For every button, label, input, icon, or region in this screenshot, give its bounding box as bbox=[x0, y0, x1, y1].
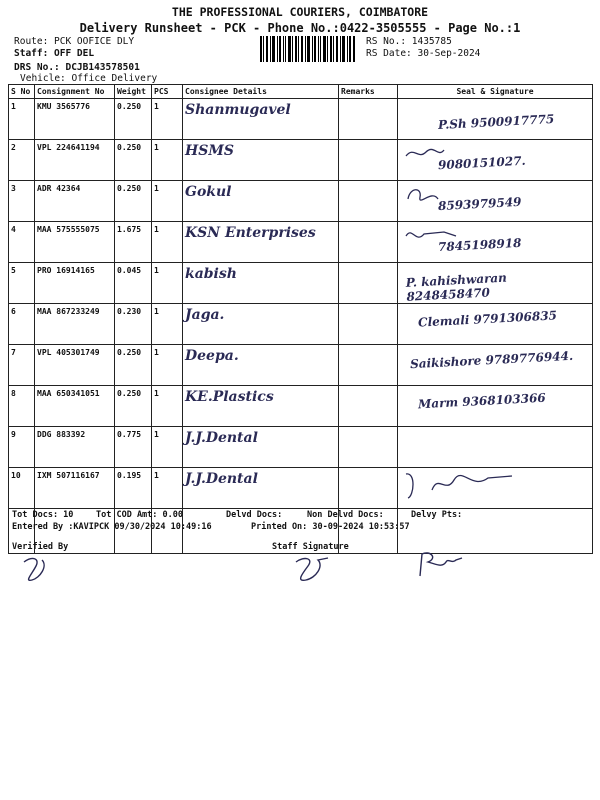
cell-consignment: MAA 575555075 bbox=[35, 222, 115, 263]
cell-consignment: MAA 867233249 bbox=[35, 304, 115, 345]
cell-signature bbox=[398, 181, 593, 222]
cell-consignment: VPL 224641194 bbox=[35, 140, 115, 181]
cell-sno: 1 bbox=[9, 99, 35, 140]
cell-sno: 6 bbox=[9, 304, 35, 345]
cell-weight: 0.250 bbox=[115, 386, 152, 427]
cell-consignment: DDG 883392 bbox=[35, 427, 115, 468]
table-row bbox=[9, 99, 593, 140]
cell-pcs: 1 bbox=[152, 222, 183, 263]
table-row bbox=[9, 427, 593, 468]
table-row bbox=[9, 345, 593, 386]
cell-remarks bbox=[339, 181, 398, 222]
cell-remarks bbox=[339, 304, 398, 345]
cell-sno: 3 bbox=[9, 181, 35, 222]
cell-sno: 2 bbox=[9, 140, 35, 181]
staff-signature-icon bbox=[290, 552, 332, 588]
cell-signature bbox=[398, 263, 593, 304]
cell-consignee: HSMS bbox=[183, 140, 339, 181]
cell-pcs: 1 bbox=[152, 99, 183, 140]
printed-on: Printed On: 30-09-2024 10:53:57 bbox=[251, 522, 410, 532]
verified-by-label: Verified By bbox=[12, 542, 69, 552]
signature-scrawl-icon bbox=[402, 470, 532, 500]
cell-signature bbox=[398, 386, 593, 427]
cell-consignee: Deepa. bbox=[183, 345, 339, 386]
cell-sno: 8 bbox=[9, 386, 35, 427]
signature-text: 8593979549 bbox=[437, 194, 522, 214]
signature-text: 9080151027. bbox=[437, 153, 526, 173]
col-weight-header: Weight bbox=[115, 85, 152, 99]
cell-consignment: KMU 3565776 bbox=[35, 99, 115, 140]
cell-pcs: 1 bbox=[152, 140, 183, 181]
cell-sno: 10 bbox=[9, 468, 35, 509]
table-row bbox=[9, 263, 593, 304]
cell-sno: 7 bbox=[9, 345, 35, 386]
runsheet-table bbox=[8, 84, 593, 554]
non-delivered-docs: Non Delvd Docs: bbox=[307, 510, 384, 520]
staff-signature-label: Staff Signature bbox=[272, 542, 349, 552]
total-cod-amount: Tot COD Amt: 0.00 bbox=[96, 510, 183, 520]
cell-consignment: IXM 507116167 bbox=[35, 468, 115, 509]
cell-pcs: 1 bbox=[152, 386, 183, 427]
signature-text: Clemali 9791306835 bbox=[417, 308, 558, 330]
cell-pcs: 1 bbox=[152, 427, 183, 468]
cell-weight: 0.045 bbox=[115, 263, 152, 304]
company-title: THE PROFESSIONAL COURIERS, COIMBATORE bbox=[171, 5, 429, 19]
cell-remarks bbox=[339, 140, 398, 181]
cell-consignment: ADR 42364 bbox=[35, 181, 115, 222]
cell-weight: 0.250 bbox=[115, 99, 152, 140]
cell-weight: 0.250 bbox=[115, 181, 152, 222]
cell-consignment: VPL 405301749 bbox=[35, 345, 115, 386]
col-sno-header: S No bbox=[9, 85, 35, 99]
table-row bbox=[9, 222, 593, 263]
barcode bbox=[260, 36, 355, 62]
cell-weight: 0.230 bbox=[115, 304, 152, 345]
cell-signature bbox=[398, 345, 593, 386]
cell-signature bbox=[398, 222, 593, 263]
table-row bbox=[9, 304, 593, 345]
signature-text: Marm 9368103366 bbox=[417, 390, 547, 412]
signature-text: P.Sh 9500917775 bbox=[437, 111, 555, 133]
delivery-points: Delvy Pts: bbox=[411, 510, 463, 520]
receiver-signature-icon bbox=[416, 548, 466, 578]
cell-signature bbox=[398, 304, 593, 345]
total-docs: Tot Docs: 10 bbox=[12, 510, 74, 520]
signature-text: Saikishore 9789776944. bbox=[409, 348, 574, 372]
cell-pcs: 1 bbox=[152, 304, 183, 345]
cell-signature bbox=[398, 468, 593, 509]
cell-sno: 9 bbox=[9, 427, 35, 468]
col-remarks-header: Remarks bbox=[339, 85, 398, 99]
col-consignee-header: Consignee Details bbox=[183, 85, 339, 99]
cell-consignee: Jaga. bbox=[183, 304, 339, 345]
cell-consignee: Shanmugavel bbox=[183, 99, 339, 140]
cell-consignee: J.J.Dental bbox=[183, 468, 339, 509]
cell-signature bbox=[398, 427, 593, 468]
cell-consignee: J.J.Dental bbox=[183, 427, 339, 468]
vehicle-label: Vehicle: Office Delivery bbox=[20, 73, 158, 84]
signature-text: P. kahishwaran 8248458470 bbox=[405, 270, 508, 304]
route-label: Route: PCK OOFICE DLY bbox=[14, 36, 135, 47]
cell-pcs: 1 bbox=[152, 345, 183, 386]
cell-remarks bbox=[339, 427, 398, 468]
col-signature-header: Seal & Signature bbox=[398, 85, 593, 99]
runsheet-subtitle: Delivery Runsheet - PCK - Phone No.:0422-3505555 - Page No.:1 bbox=[79, 21, 521, 35]
staff-label: Staff: OFF DEL bbox=[14, 48, 95, 59]
table-row bbox=[9, 181, 593, 222]
cell-remarks bbox=[339, 468, 398, 509]
cell-weight: 0.775 bbox=[115, 427, 152, 468]
rs-number: RS No.: 1435785 bbox=[366, 36, 452, 47]
table-row bbox=[9, 468, 593, 509]
col-consignment-header: Consignment No bbox=[35, 85, 115, 99]
cell-pcs: 1 bbox=[152, 181, 183, 222]
cell-remarks bbox=[339, 99, 398, 140]
verified-signature-icon bbox=[18, 552, 54, 588]
cell-consignment: MAA 650341051 bbox=[35, 386, 115, 427]
delivered-docs: Delvd Docs: bbox=[226, 510, 283, 520]
col-pcs-header: PCS bbox=[152, 85, 183, 99]
cell-sno: 4 bbox=[9, 222, 35, 263]
signature-text: 7845198918 bbox=[437, 235, 522, 255]
cell-weight: 0.195 bbox=[115, 468, 152, 509]
cell-weight: 0.250 bbox=[115, 140, 152, 181]
table-row bbox=[9, 140, 593, 181]
cell-remarks bbox=[339, 263, 398, 304]
cell-remarks bbox=[339, 345, 398, 386]
cell-consignee: KE.Plastics bbox=[183, 386, 339, 427]
table-header-row bbox=[9, 85, 593, 99]
cell-consignee: Gokul bbox=[183, 181, 339, 222]
rs-date: RS Date: 30-Sep-2024 bbox=[366, 48, 481, 59]
entered-by: Entered By :KAVIPCK 09/30/2024 10:49:16 bbox=[12, 522, 212, 532]
cell-weight: 1.675 bbox=[115, 222, 152, 263]
cell-pcs: 1 bbox=[152, 263, 183, 304]
cell-pcs: 1 bbox=[152, 468, 183, 509]
cell-consignment: PRO 16914165 bbox=[35, 263, 115, 304]
cell-remarks bbox=[339, 386, 398, 427]
table-row bbox=[9, 386, 593, 427]
cell-sno: 5 bbox=[9, 263, 35, 304]
drs-number: DRS No.: DCJB143578501 bbox=[14, 62, 140, 73]
cell-remarks bbox=[339, 222, 398, 263]
cell-consignee: kabish bbox=[183, 263, 339, 304]
cell-weight: 0.250 bbox=[115, 345, 152, 386]
cell-signature bbox=[398, 140, 593, 181]
cell-signature bbox=[398, 99, 593, 140]
cell-consignee: KSN Enterprises bbox=[183, 222, 339, 263]
